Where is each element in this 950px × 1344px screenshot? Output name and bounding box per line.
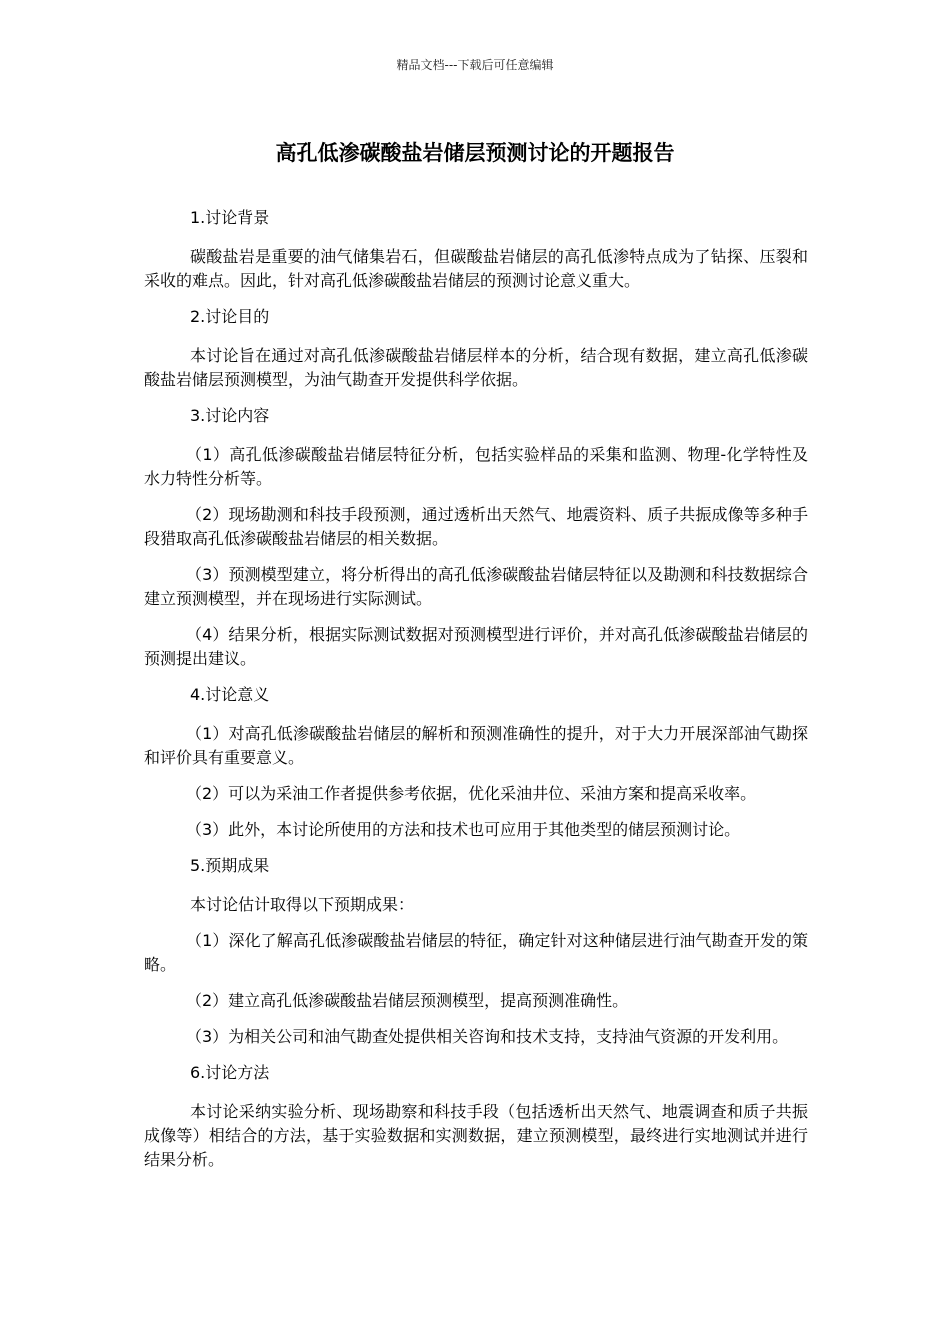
document-body (144, 206, 808, 1184)
background-paragraph: 碳酸盐岩是重要的油气储集岩石，但碳酸盐岩储层的高孔低渗特点成为了钻探、压裂和采收的难点。因此，针对高孔低渗碳酸盐岩储层的预测讨论意义重大。 (144, 247, 808, 290)
content-item-1: （1）高孔低渗碳酸盐岩储层特征分析，包括实验样品的采集和监测、物理-化学特性及水力特性分析等。 (144, 445, 808, 488)
expected-results-item-2: （2）建立高孔低渗碳酸盐岩储层预测模型，提高预测准确性。 (186, 991, 629, 1010)
purpose-paragraph: 本讨论旨在通过对高孔低渗碳酸盐岩储层样本的分析，结合现有数据，建立高孔低渗碳酸盐岩储层预测模型，为油气勘查开发提供科学依据。 (144, 346, 808, 389)
methods-paragraph: 本讨论采纳实验分析、现场勘察和科技手段（包括透析出天然气、地震调查和质子共振成像等）相结合的方法，基于实验数据和实测数据，建立预测模型，最终进行实地测试并进行结果分析。 (144, 1102, 808, 1169)
header-note: 精品文档---下载后可任意编辑 (396, 58, 554, 72)
document-title: 高孔低渗碳酸盐岩储层预测讨论的开题报告 (275, 141, 675, 165)
section-heading-purpose: 2.讨论目的 (190, 307, 270, 326)
expected-results-item-1: （1）深化了解高孔低渗碳酸盐岩储层的特征，确定针对这种储层进行油气勘查开发的策略。 (144, 931, 808, 974)
content-item-4: （4）结果分析，根据实际测试数据对预测模型进行评价，并对高孔低渗碳酸盐岩储层的预测提出建议。 (144, 625, 808, 668)
significance-item-1: （1）对高孔低渗碳酸盐岩储层的解析和预测准确性的提升，对于大力开展深部油气勘探和评价具有重要意义。 (144, 724, 808, 767)
expected-results-intro: 本讨论估计取得以下预期成果： (190, 895, 415, 914)
significance-item-3: （3）此外，本讨论所使用的方法和技术也可应用于其他类型的储层预测讨论。 (186, 820, 741, 839)
content-item-2: （2）现场勘测和科技手段预测，通过透析出天然气、地震资料、质子共振成像等多种手段猎取高孔低渗碳酸盐岩储层的相关数据。 (144, 505, 808, 548)
section-heading-background: 1.讨论背景 (190, 208, 270, 227)
content-item-3: （3）预测模型建立，将分析得出的高孔低渗碳酸盐岩储层特征以及勘测和科技数据综合建立预测模型，并在现场进行实际测试。 (144, 565, 808, 608)
significance-item-2: （2）可以为采油工作者提供参考依据，优化采油井位、采油方案和提高采收率。 (186, 784, 757, 803)
section-heading-expected-results: 5.预期成果 (190, 856, 270, 875)
section-heading-content: 3.讨论内容 (190, 406, 270, 425)
expected-results-item-3: （3）为相关公司和油气勘查处提供相关咨询和技术支持，支持油气资源的开发利用。 (186, 1027, 789, 1046)
section-heading-significance: 4.讨论意义 (190, 685, 270, 704)
section-heading-methods: 6.讨论方法 (190, 1063, 270, 1082)
